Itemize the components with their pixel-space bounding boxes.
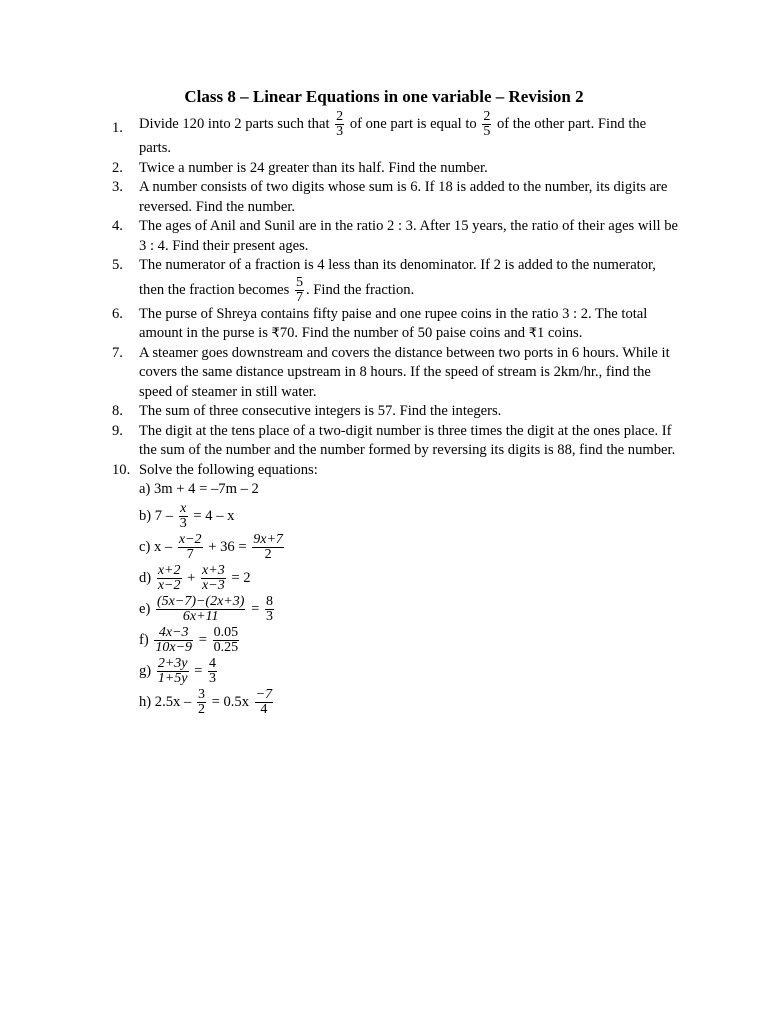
equation-text: f) (139, 631, 149, 648)
question-text: Divide 120 into 2 parts such that (139, 115, 330, 132)
question-number: 4. (112, 218, 123, 234)
denominator: 6x+11 (156, 609, 245, 624)
fraction (208, 657, 217, 686)
fraction (179, 502, 188, 531)
question-text: of the other part. Find the parts. (139, 115, 647, 156)
numerator: x+3 (202, 562, 225, 578)
question-7 (112, 344, 680, 403)
fraction (157, 564, 182, 593)
denominator: 3 (265, 608, 273, 624)
question-number: 3. (112, 179, 123, 195)
numerator: 2 (483, 109, 491, 124)
denominator: 3 (179, 515, 187, 531)
equation-text: h) 2.5x – (139, 693, 192, 710)
question-number: 9. (112, 422, 123, 439)
equation-text: = (194, 662, 203, 679)
equation-a: a) 3m + 4 = –7m – 2 (139, 481, 259, 497)
fraction (213, 626, 240, 655)
question-number: 10. (112, 461, 131, 478)
equation-h (139, 688, 680, 717)
numerator: 4 (209, 655, 217, 671)
question-text: 1 coins. (536, 325, 583, 341)
equation-text: b) 7 – (139, 507, 174, 524)
denominator: 1+5y (157, 670, 188, 686)
equation-text: + (187, 569, 196, 586)
question-text: Twice a number is 24 greater than its half. Find the number. (139, 159, 488, 176)
denominator: 2 (252, 547, 284, 562)
page-title: Class 8 – Linear Equations in one variable – Revision 2 (184, 87, 584, 106)
fraction (482, 110, 491, 139)
question-10 (112, 461, 680, 717)
equation-g (139, 657, 680, 686)
equation-d (139, 564, 680, 593)
question-3 (112, 178, 680, 217)
question-number: 6. (112, 305, 123, 322)
fraction (157, 657, 189, 686)
equation-text: = (198, 631, 207, 648)
denominator: 7 (178, 547, 203, 562)
question-9 (112, 422, 680, 461)
fraction (295, 276, 304, 305)
question-number: 5. (112, 257, 123, 273)
question-5 (112, 256, 680, 305)
numerator: 0.05 (213, 624, 239, 640)
question-2 (112, 159, 680, 179)
denominator: 10x−9 (155, 639, 193, 655)
fraction (265, 595, 274, 624)
denominator: 3 (336, 124, 344, 139)
numerator: 8 (265, 593, 273, 609)
question-text: The numerator of a fraction is 4 less than its denominator. If 2 is added to the numerator, then the fraction becomes (139, 257, 656, 298)
denominator: 5 (483, 124, 491, 139)
question-6 (112, 305, 680, 344)
question-4 (112, 217, 680, 256)
question-text: A number consists of two digits whose sum is 6. If 18 is added to the number, its digits are reversed. Find the number. (139, 179, 668, 215)
numerator: 3 (197, 686, 205, 702)
equation-text: = 4 – x (193, 507, 235, 524)
rupee-symbol: ₹ (528, 326, 537, 341)
denominator: 7 (296, 289, 303, 305)
denominator: 0.25 (213, 639, 239, 655)
fraction (335, 110, 344, 139)
question-number: 7. (112, 344, 123, 361)
numerator: x+2 (157, 562, 181, 578)
rupee-symbol: ₹ (271, 326, 280, 341)
fraction (178, 533, 203, 562)
question-list (112, 110, 680, 719)
fraction (197, 688, 206, 717)
question-8 (112, 402, 680, 422)
fraction (201, 564, 226, 593)
equation-e (139, 595, 680, 624)
question-text: The digit at the tens place of a two-digit number is three times the digit at the ones place. If the sum of the number and the number formed by reversing its digits is 88, find the number. (139, 422, 676, 458)
denominator: 3 (209, 670, 217, 686)
equation-c (139, 533, 680, 562)
numerator: 9x+7 (253, 531, 283, 547)
numerator: 2 (336, 109, 344, 124)
question-text: of one part is equal to (349, 115, 477, 132)
equation-text: e) (139, 600, 151, 617)
numerator: (5x−7)−(2x+3) (157, 593, 245, 609)
question-text: 70. Find the number of 50 paise coins and (279, 325, 529, 341)
equation-text: + 36 = (208, 538, 247, 555)
fraction (252, 533, 284, 562)
question-1 (112, 110, 680, 159)
question-text: Solve the following equations: (139, 461, 318, 478)
numerator: 2+3y (157, 655, 188, 671)
question-text: The purse of Shreya contains fifty paise and one rupee coins in the ratio 3 : 2. The total amount in the purse is (139, 305, 648, 341)
denominator: 2 (197, 701, 205, 717)
numerator: 5 (296, 274, 303, 290)
equation-b (139, 502, 680, 531)
numerator: 4x−3 (158, 624, 189, 640)
question-number: 2. (112, 159, 123, 176)
question-number: 8. (112, 403, 123, 419)
numerator: −7 (255, 686, 273, 702)
denominator: 4 (255, 702, 273, 717)
equation-text: = 0.5x (211, 693, 250, 710)
question-text: A steamer goes downstream and covers the distance between two ports in 6 hours. While it covers the same distance upstream in 8 hours. If the speed of stream is 2km/hr., find the speed of steamer in still water. (139, 344, 670, 400)
equation-text: d) (139, 569, 152, 586)
denominator: x−3 (202, 577, 225, 593)
equation-text: c) x – (139, 538, 173, 555)
question-text: The sum of three consecutive integers is 57. Find the integers. (139, 403, 502, 419)
fraction (154, 626, 193, 655)
numerator: x (180, 500, 187, 516)
equation-f (139, 626, 680, 655)
question-number: 1. (112, 120, 123, 136)
numerator: x−2 (178, 531, 202, 547)
fraction (156, 595, 245, 624)
equation-text: g) (139, 662, 152, 679)
question-text: The ages of Anil and Sunil are in the ratio 2 : 3. After 15 years, the ratio of their ages will be 3 : 4. Find their present ages. (139, 218, 679, 254)
equation-text: = 2 (231, 569, 251, 586)
question-text: . Find the fraction. (306, 281, 415, 298)
fraction (255, 688, 273, 717)
equation-text: = (251, 600, 260, 617)
denominator: x−2 (157, 577, 181, 593)
